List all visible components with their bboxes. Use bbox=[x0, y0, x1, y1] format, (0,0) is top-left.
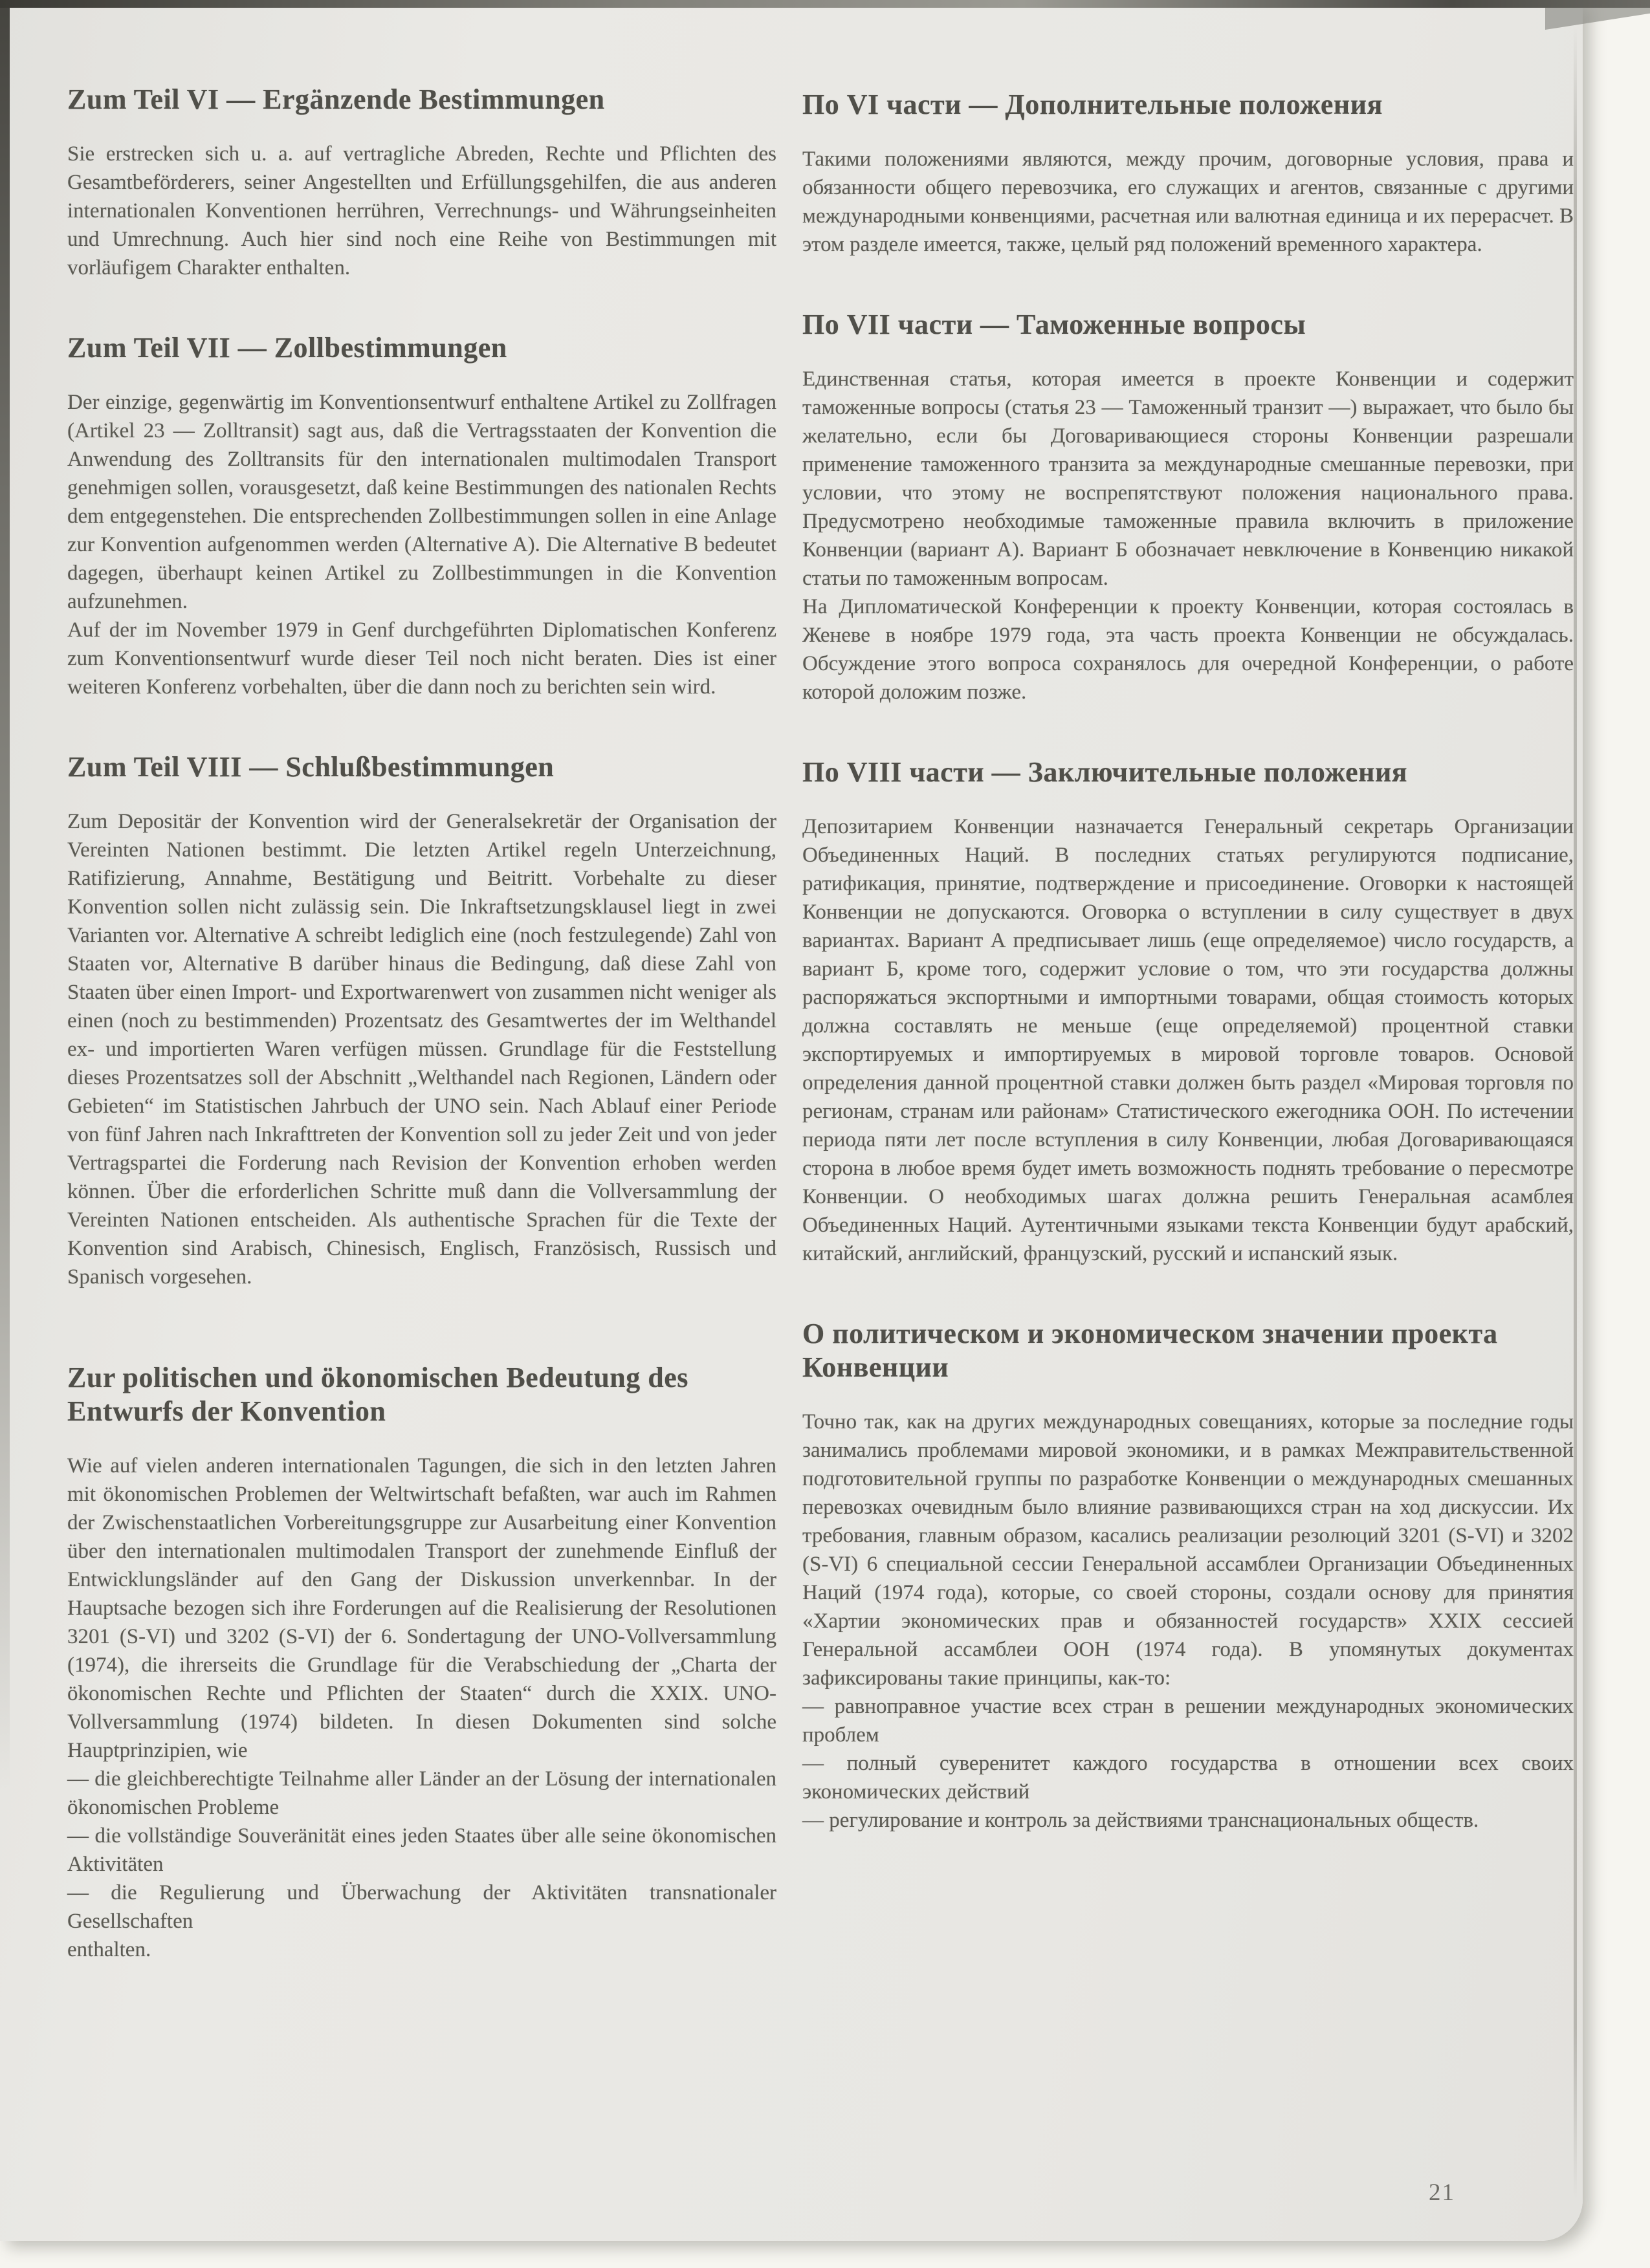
top-edge-shadow bbox=[0, 0, 1650, 8]
paragraph: Der einzige, gegenwärtig im Konventionsentwurf enthaltene Artikel zu Zollfragen (Artikel 23 — Zolltransit) sagt aus, daß die Vertragsstaaten der Konvention die Anwendung des Zolltransits für den internationalen multimodalen Transport genehmigen sollen, vorausgesetzt, daß keine Bestimmungen des nationalen Rechts dem entgegenstehen. Die entsprechenden Zollbestimmungen sollen in eine Anlage zur Konvention aufgenommen werden (Alternative A). Die Alternative B bedeutet dagegen, überhaupt keinen Artikel zu Zollbestimmungen in die Konvention aufzunehmen. bbox=[67, 391, 776, 613]
paragraph: Sie erstrecken sich u. a. auf vertragliche Abreden, Rechte und Pflichten des Gesamtbeförderers, seiner Angestellten und Erfüllungsgehilfen, die aus anderen internationalen Konventionen herrühren, Verrechnungs- und Währungseinheiten und Umrechnung. Auch hier sind noch eine Reihe von Bestimmungen mit vorläufigem Charakter enthalten. bbox=[67, 142, 776, 279]
list-item: — die Regulierung und Überwachung der Aktivitäten transnationaler Gesellschaften bbox=[67, 1881, 776, 1933]
paragraph: Единственная статья, которая имеется в проекте Конвенции и содержит таможенные вопросы (статья 23 — Таможенный транзит —) выражает, что было бы желательно, если бы Договаривающиеся стороны Конвенции разрешали применение таможенного транзита за международные смешанные перевозки, при условии, что этому не воспрепятствуют положения национального права. Предусмотрено необходимые таможенные правила включить в приложение Конвенции (вариант А). Вариант Б обозначает невключение в Конвенцию никакой статьи по таможенным вопросам. bbox=[802, 367, 1574, 590]
section-teil-vii bbox=[67, 331, 776, 701]
section-heading: По VI части — Дополнительные положения bbox=[802, 89, 1383, 120]
list-item: — регулирование и контроль за действиями транснациональных обществ. bbox=[802, 1809, 1479, 1832]
paragraph: Zum Depositär der Konvention wird der Generalsekretär der Organisation der Vereinten Nationen bestimmt. Die letzten Artikel regeln Unterzeichnung, Ratifizierung, Annahme, Bestätigung und Beitritt. Vorbehalte zu dieser Konvention sollen nicht zulässig sein. Die Inkraftsetzungsklausel liegt in zwei Varianten vor. Alternative A schreibt lediglich eine (noch festzulegende) Zahl von Staaten vor, Alternative B darüber hinaus die Bedingung, daß diese Zahl von Staaten über einen Import- und Exportwarenwert von zusammen nicht weniger als einen (noch zu bestimmenden) Prozentsatz des Gesamtwertes der im Welthandel ex- und importierten Waren verfügen müssen. Grundlage für die Feststellung dieses Prozentsatzes soll der Abschnitt „Welthandel nach Regionen, Ländern oder Gebieten“ im Statistischen Jahrbuch der UNO sein. Nach Ablauf einer Periode von fünf Jahren nach Inkrafttreten der Konvention soll zu jeder Zeit und von jeder Vertragspartei die Forderung nach Revision der Konvention erhoben werden können. Über die erforderlichen Schritte muß dann die Vollversammlung der Vereinten Nationen entscheiden. Als authentische Sprachen für die Texte der Konvention sind Arabisch, Chinesisch, Englisch, Französisch, Russisch und Spanisch vorgesehen. bbox=[67, 810, 776, 1289]
list-item: — полный суверенитет каждого государства в отношении всех своих экономических действий bbox=[802, 1752, 1574, 1804]
page-edge-line bbox=[1574, 26, 1577, 2199]
section-heading: О политическом и экономическом значении проекта Конвенции bbox=[802, 1318, 1498, 1383]
section-heading: Zum Teil VIII — Schlußbestimmungen bbox=[67, 751, 555, 783]
section-teil-vi bbox=[67, 83, 776, 282]
german-column bbox=[67, 83, 776, 1964]
list-item: — равноправное участие всех стран в решении международных экономических проблем bbox=[802, 1695, 1574, 1747]
paragraph: Депозитарием Конвенции назначается Генеральный секретарь Организации Объединенных Наций. В последних статьях регулируются подписание, ратификация, принятие, подтверждение и присоединение. Оговорки к настоящей Конвенции не допускаются. Оговорка о вступлении в силу существует в двух вариантах. Вариант А предписывает лишь (еще определяемое) число государств, а вариант Б, кроме того, содержит условие о том, что эти государства должны распоряжаться экспортными и импортными товарами, общая стоимость которых должна составлять не меньше (еще определяемой) процентной ставки экспортируемых и импортируемых в мировой торговле товаров. Основой определения данной процентной ставки должен быть раздел «Мировая торговля по регионам, странам или районам» Статистического ежегодника ООН. По истечении периода пяти лет после вступления в силу Конвенции, любая Договаривающаяся сторона в любое время будет иметь возможность поднять требование о пересмотре Конвенции. О необходимых шагах должна решить Генеральная асамблея Объединенных Наций. Аутентичными языками текста Конвенции будут арабский, китайский, английский, французский, русский и испанский язык. bbox=[802, 815, 1574, 1265]
section-politische-bedeutung bbox=[67, 1361, 776, 1964]
binding-shadow bbox=[0, 0, 10, 2241]
section-heading: Zum Teil VI — Ergänzende Bestimmungen bbox=[67, 83, 605, 115]
paragraph: Wie auf vielen anderen internationalen Tagungen, die sich in den letzten Jahren mit ökonomischen Problemen der Weltwirtschaft befaßten, war auch im Rahmen der Zwischenstaatlichen Vorbereitungsgruppe zur Ausarbeitung einer Konvention über den internationalen multimodalen Transport der zunehmende Einfluß der Entwicklungsländer auf den Gang der Diskussion unverkennbar. In der Hauptsache bezogen sich ihre Forderungen auf die Realisierung der Resolutionen 3201 (S-VI) und 3202 (S-VI) der 6. Sondertagung der UNO-Vollversammlung (1974), die ihrerseits die Grundlage für die Verabschiedung der „Charta der ökonomischen Rechte und Pflichten der Staaten“ durch die XXIX. UNO-Vollversammlung (1974) bildeten. In diesen Dokumenten sind solche Hauptprinzipien, wie bbox=[67, 1454, 776, 1762]
section-heading: Zum Teil VII — Zollbestimmungen bbox=[67, 332, 507, 364]
list-item: — die gleichberechtigte Teilnahme aller Länder an der Lösung der internationalen ökonomischen Probleme bbox=[67, 1767, 776, 1819]
russian-column bbox=[802, 88, 1574, 1835]
paragraph: Такими положениями являются, между прочим, договорные условия, права и обязанности общего перевозчика, его служащих и агентов, связанные с другими международными конвенциями, расчетная или валютная единица и их перерасчет. В этом разделе имеется, также, целый ряд положений временного характера. bbox=[802, 147, 1574, 256]
section-politicheskoe-znachenie bbox=[802, 1317, 1574, 1835]
section-teil-viii bbox=[67, 750, 776, 1291]
section-heading: По VIII части — Заключительные положения bbox=[802, 756, 1408, 788]
paragraph: На Дипломатической Конференции к проекту Конвенции, которая состоялась в Женеве в ноябре 1979 года, эта часть проекта Конвенции не обсуждалась. Обсуждение этого вопроса сохранялось для очередной Конференции, о работе которой доложим позже. bbox=[802, 595, 1574, 704]
paragraph: Точно так, как на других международных совещаниях, которые за последние годы занимались проблемами мировой экономики, и в рамках Межправительственной подготовительной группы по разработке Конвенции о международных смешанных перевозках очевидным было влияние развивающихся стран на ход дискуссии. Их требования, главным образом, касались реализации резолюций 3201 (S-VI) и 3202 (S-VI) 6 специальной сессии Генеральной ассамблеи Организации Объединенных Наций (1974 года), которые, со своей стороны, создали основу для принятия «Хартии экономических прав и обязанностей государств» XXIX сессией Генеральной ассамблеи ООН (1974 года). В упомянутых документах зафиксированы такие принципы, как-то: bbox=[802, 1410, 1574, 1690]
section-heading: Zur politischen und ökonomischen Bedeutung des Entwurfs der Konvention bbox=[67, 1362, 688, 1427]
section-chast-vi bbox=[802, 88, 1574, 259]
closing-word: enthalten. bbox=[67, 1938, 151, 1961]
paragraph: Auf der im November 1979 in Genf durchgeführten Diplomatischen Konferenz zum Konventionsentwurf wurde dieser Teil noch nicht beraten. Dies ist einer weiteren Konferenz vorbehalten, über die dann noch zu berichten sein wird. bbox=[67, 618, 776, 699]
section-heading: По VII части — Таможенные вопросы bbox=[802, 309, 1306, 340]
section-chast-viii bbox=[802, 756, 1574, 1268]
section-chast-vii bbox=[802, 308, 1574, 706]
list-item: — die vollständige Souveränität eines jeden Staates über alle seine ökonomischen Aktivitäten bbox=[67, 1824, 776, 1876]
page-number: 21 bbox=[1429, 2179, 1455, 2206]
